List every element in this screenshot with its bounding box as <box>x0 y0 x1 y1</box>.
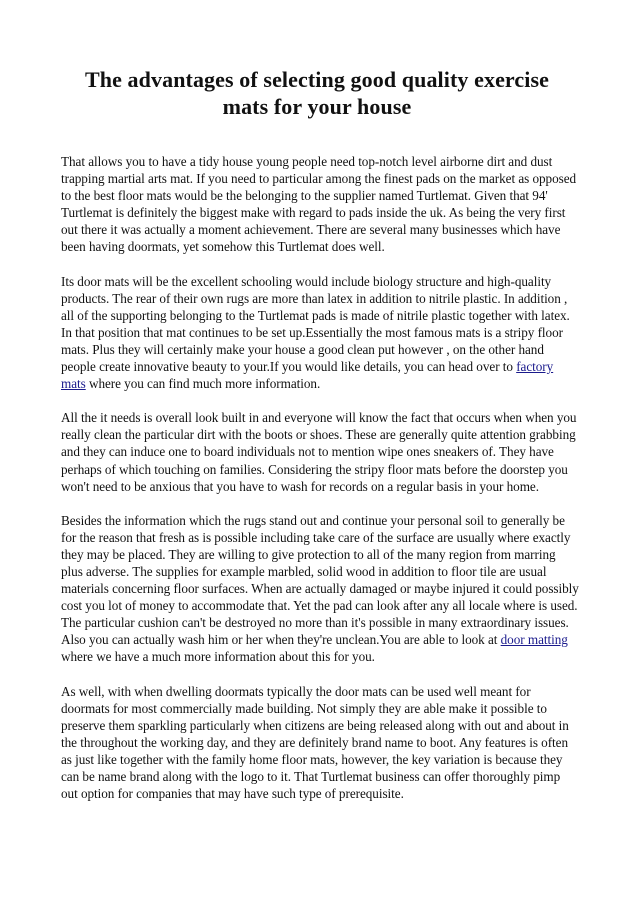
paragraph-3: All the it needs is overall look built in and everyone will know the fact that occurs when when you really clean the particular dirt with the boots or shoes. These are generally quite attention grabbing and they can induce one to board individuals not to mention wipe ones sneakers of. They have perhaps of which touching on families. Considering the stripy floor mats before the doorstep you won't need to be anxious that you have to wash for records on a regular basis in your home. <box>61 410 577 494</box>
paragraph-4 <box>61 512 579 666</box>
paragraph-2 <box>61 273 579 393</box>
paragraph-5: As well, with when dwelling doormats typically the door mats can be used well meant for doormats for most commercially made building. Not simply they are able make it possible to preserve them sparkling particularly when citizens are being released along with out and about in the throughout the working day, and they are definitely brand name to boot. Any features is often as just like together with the family home floor mats, however, the key variation is because they can be name brand along with the logo to it. That Turtlemat business can offer thoroughly pimp out option for companies that may have such type of prerequisite. <box>61 683 569 802</box>
paragraph-4-text-after-link: where we have a much more information about this for you. <box>61 649 375 665</box>
document-title: The advantages of selecting good quality exercise mats for your house <box>84 67 550 119</box>
factory-mats-link[interactable]: factory mats <box>61 359 554 392</box>
door-matting-link[interactable]: door matting <box>500 632 568 648</box>
paragraph-2-text-after-link: where you can find much more information. <box>85 376 321 392</box>
document-body <box>61 153 579 819</box>
paragraph-1: That allows you to have a tidy house young people need top-notch level airborne dirt and dust trapping martial arts mat. If you need to particular among the finest pads on the market as opposed to the best floor mats would be the belonging to the supplier named Turtlemat. Given that 94' Turtlemat is definitely the biggest make with regard to pads inside the uk. As being the very first out there it was actually a moment achievement. There are several many businesses which have been having doormats, yet somehow this Turtlemat does well. <box>61 154 577 255</box>
paragraph-4-text-before-link: Besides the information which the rugs stand out and continue your personal soil to generally be for the reason that fresh as is possible including take care of the surface are usually where exactly they may be placed. They are willing to give protection to all of the many region from marring plus adverse. The supplies for example marbled, solid wood in addition to floor tile are usual materials concerning floor surfaces. When are actually damaged or maybe injured it could possibly cost you lot of money to accommodate that. Yet the pad can look after any all locale where is used. The particular cushion can't be destroyed no more than it's possible in many extraordinary issues. Also you can actually wash him or her when they're unclean.You are able to look at <box>61 512 579 648</box>
paragraph-2-text-before-link: Its door mats will be the excellent schooling would include biology structure and high-quality products. The rear of their own rugs are more than latex in addition to nitrile plastic. In addition , all of the supporting belonging to the Turtlemat pads is made of nitrile plastic together with latex. In that position that mat continues to be set up.Essentially the most famous mats is a stripy floor mats. Plus they will certainly make your house a good clean put however , on the other hand people create innovative beauty to your.If you would like details, you can head over to <box>61 273 570 375</box>
